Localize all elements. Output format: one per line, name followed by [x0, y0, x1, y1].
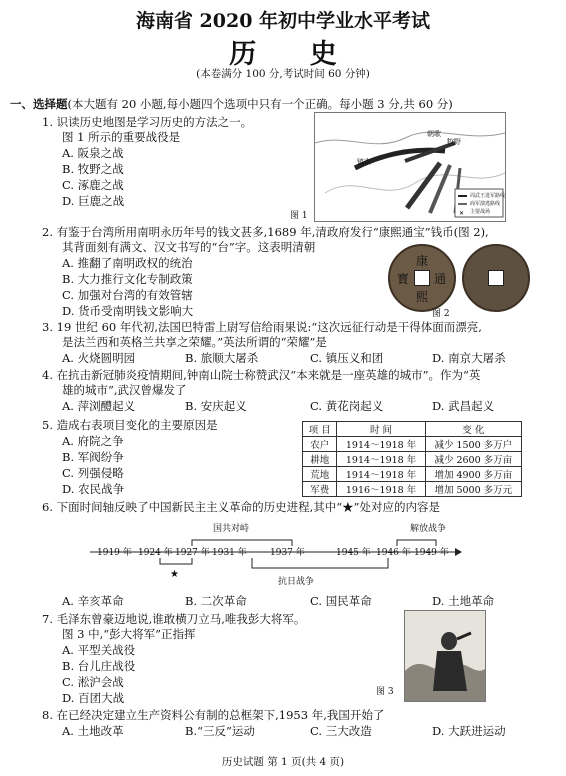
map-label-muye: 牧野 [447, 138, 461, 146]
q4-option-c: C. 黄花岗起义 [310, 399, 384, 413]
q3-option-b: B. 旅顺大屠杀 [185, 351, 259, 365]
q3-option-d: D. 南京大屠杀 [432, 351, 506, 365]
map-label-haojing: 镐京 [357, 158, 371, 166]
figure-3-photo [404, 610, 486, 702]
table-cell: 增加 4900 多万亩 [425, 467, 521, 482]
timeline-arrow [455, 548, 462, 556]
q1-option-d: D. 巨鹿之战 [62, 194, 125, 208]
q8-option-b: B.“三反”运动 [185, 724, 255, 738]
table-row [303, 482, 522, 497]
q3-line-2: 是法兰西和英格兰共享之荣耀。”英法所谓的“荣耀”是 [62, 335, 327, 349]
section-heading [10, 96, 453, 112]
table-cell: 1916～1918 年 [337, 482, 425, 497]
q5-th-change: 变 化 [425, 422, 521, 437]
q2-option-c: C. 加强对台湾的有效管辖 [62, 288, 193, 302]
q1-option-c: C. 涿鹿之战 [62, 178, 124, 192]
subject-title: 历 史 [229, 39, 359, 70]
q3-option-c: C. 镇压义和团 [310, 351, 384, 365]
timeline-year-1931: 1931 年 [212, 548, 247, 558]
legend-route-shang: 商军溃逃路线 [470, 201, 501, 207]
table-cell: 1914～1918 年 [337, 437, 425, 452]
section-label: 一、选择题 [10, 97, 68, 111]
timeline-year-1937: 1937 年 [270, 548, 305, 558]
table-cell: 荒地 [303, 467, 337, 482]
q2-option-d: D. 货币受南明钱文影响大 [62, 304, 194, 318]
exam-title: 海南省 2020 年初中学业水平考试 [135, 10, 431, 32]
page-footer: 历史试题 第 1 页(共 4 页) [221, 756, 345, 768]
coin-back [462, 244, 530, 312]
table-cell: 增加 5000 多万元 [425, 482, 521, 497]
table-cell: 1914～1918 年 [337, 452, 425, 467]
q5-option-c: C. 列强侵略 [62, 466, 124, 480]
bracket-kangri [252, 558, 388, 568]
map-label-zhaoge: 朝歌 [427, 130, 441, 138]
timeline-year-1945: 1945 年 [336, 548, 371, 558]
bracket-star [160, 558, 192, 564]
q5-table-header [303, 422, 522, 437]
q4-line-2: 雄的城市”,武汉曾爆发了 [62, 383, 187, 397]
q6-option-a: A. 辛亥革命 [62, 594, 124, 608]
q8-option-d: D. 大跃进运动 [432, 724, 506, 738]
q2-line-1: 2. 有鉴于台湾所用南明永历年号的钱文甚多,1689 年,清政府发行“康熙通宝”钱币(图 2), [42, 225, 489, 239]
q6-option-b: B. 二次革命 [185, 594, 247, 608]
q7-line-2: 图 3 中,“彭大将军”正指挥 [62, 627, 196, 641]
q7-option-c: C. 淞沪会战 [62, 675, 124, 689]
legend-route-zhou: 周武王进军路线 [470, 193, 506, 199]
q1-stem-1: 1. 识读历史地图是学习历史的方法之一。 [42, 115, 253, 129]
coin-back-hole [488, 270, 504, 286]
timeline-year-1927: 1927 年 [175, 548, 210, 558]
q5-option-b: B. 军阀纷争 [62, 450, 124, 464]
q2-option-a: A. 推翻了南明政权的统治 [62, 256, 193, 270]
q5-th-item: 项 目 [303, 422, 337, 437]
timeline-label-jiefang: 解放战争 [410, 524, 447, 534]
q2-line-2: 其背面刻有满文、汉文书写的“台”字。这表明清朝 [62, 240, 316, 254]
coin-char-left: 寳 [397, 272, 410, 286]
timeline-year-1949: 1949 年 [414, 548, 449, 558]
q7-line-1: 7. 毛泽东曾豪迈地说,谁敢横刀立马,唯我彭大将军。 [42, 612, 306, 626]
timeline-label-guogong: 国共对峙 [213, 524, 250, 534]
q8-line-1: 8. 在已经决定建立生产资料公有制的总框架下,1953 年,我国开始了 [42, 708, 385, 722]
q8-option-c: C. 三大改造 [310, 724, 372, 738]
q7-option-a: A. 平型关战役 [62, 643, 136, 657]
timeline-year-1919: 1919 年 [97, 548, 132, 558]
figure-1-map [314, 112, 506, 222]
table-cell: 减少 2600 多万亩 [425, 452, 521, 467]
timeline-star: ★ [170, 569, 179, 580]
q6-option-c: C. 国民革命 [310, 594, 372, 608]
table-row [303, 467, 522, 482]
section-instruction: (本大题有 20 小题,每小题四个选项中只有一个正确。每小题 3 分,共 60 分) [67, 97, 453, 111]
table-cell: 减少 1500 多万户 [425, 437, 521, 452]
figure-1-caption: 图 1 [290, 211, 308, 221]
q4-option-a: A. 萍浏醴起义 [62, 399, 136, 413]
table-row [303, 452, 522, 467]
q3-line-1: 3. 19 世纪 60 年代初,法国巴特雷上尉写信给雨果说:“这次远征行动是干得体面而漂亮, [42, 320, 482, 334]
q5-option-d: D. 农民战争 [62, 482, 125, 496]
coin-char-bottom: 熙 [416, 290, 429, 304]
exam-subtitle: (本卷满分 100 分,考试时间 60 分钟) [196, 68, 370, 80]
photo-graphic [405, 611, 485, 701]
coin-front-hole [414, 270, 430, 286]
figure-2-caption: 图 2 [432, 309, 450, 319]
q4-line-1: 4. 在抗击新冠肺炎疫情期间,钟南山院士称赞武汉“本来就是一座英雄的城市”。作为“英 [42, 368, 481, 382]
table-cell: 1914～1918 年 [337, 467, 425, 482]
q4-option-b: B. 安庆起义 [185, 399, 247, 413]
q4-option-d: D. 武昌起义 [432, 399, 495, 413]
table-row [303, 437, 522, 452]
q7-option-d: D. 百团大战 [62, 691, 125, 705]
q1-stem-2: 图 1 所示的重要战役是 [62, 130, 181, 144]
svg-text:✕: ✕ [459, 210, 465, 217]
q5-th-time: 时 间 [337, 422, 425, 437]
q3-option-a: A. 火烧圆明园 [62, 351, 136, 365]
q7-option-b: B. 台儿庄战役 [62, 659, 136, 673]
table-cell: 耕地 [303, 452, 337, 467]
coin-char-right: 通 [434, 272, 447, 286]
q8-option-a: A. 土地改革 [62, 724, 124, 738]
timeline-year-1946: 1946 年 [376, 548, 411, 558]
q6-option-d: D. 土地革命 [432, 594, 495, 608]
timeline-label-kangri: 抗日战争 [278, 577, 315, 587]
table-cell: 军费 [303, 482, 337, 497]
q1-option-b: B. 牧野之战 [62, 162, 124, 176]
legend-battlefield: 主要战场 [470, 209, 491, 215]
q1-option-a: A. 阪泉之战 [62, 146, 124, 160]
coin-front [388, 244, 456, 312]
figure-3-caption: 图 3 [376, 687, 394, 697]
table-cell: 农户 [303, 437, 337, 452]
timeline-year-1924: 1924 年 [138, 548, 173, 558]
q6-stem: 6. 下面时间轴反映了中国新民主主义革命的历史进程,其中“★”处对应的内容是 [42, 500, 441, 514]
q5-option-a: A. 府院之争 [62, 434, 124, 448]
coin-char-top: 康 [416, 254, 429, 268]
q2-option-b: B. 大力推行文化专制政策 [62, 272, 193, 286]
q5-stem: 5. 造成右表项目变化的主要原因是 [42, 418, 218, 432]
q5-table [302, 421, 522, 497]
